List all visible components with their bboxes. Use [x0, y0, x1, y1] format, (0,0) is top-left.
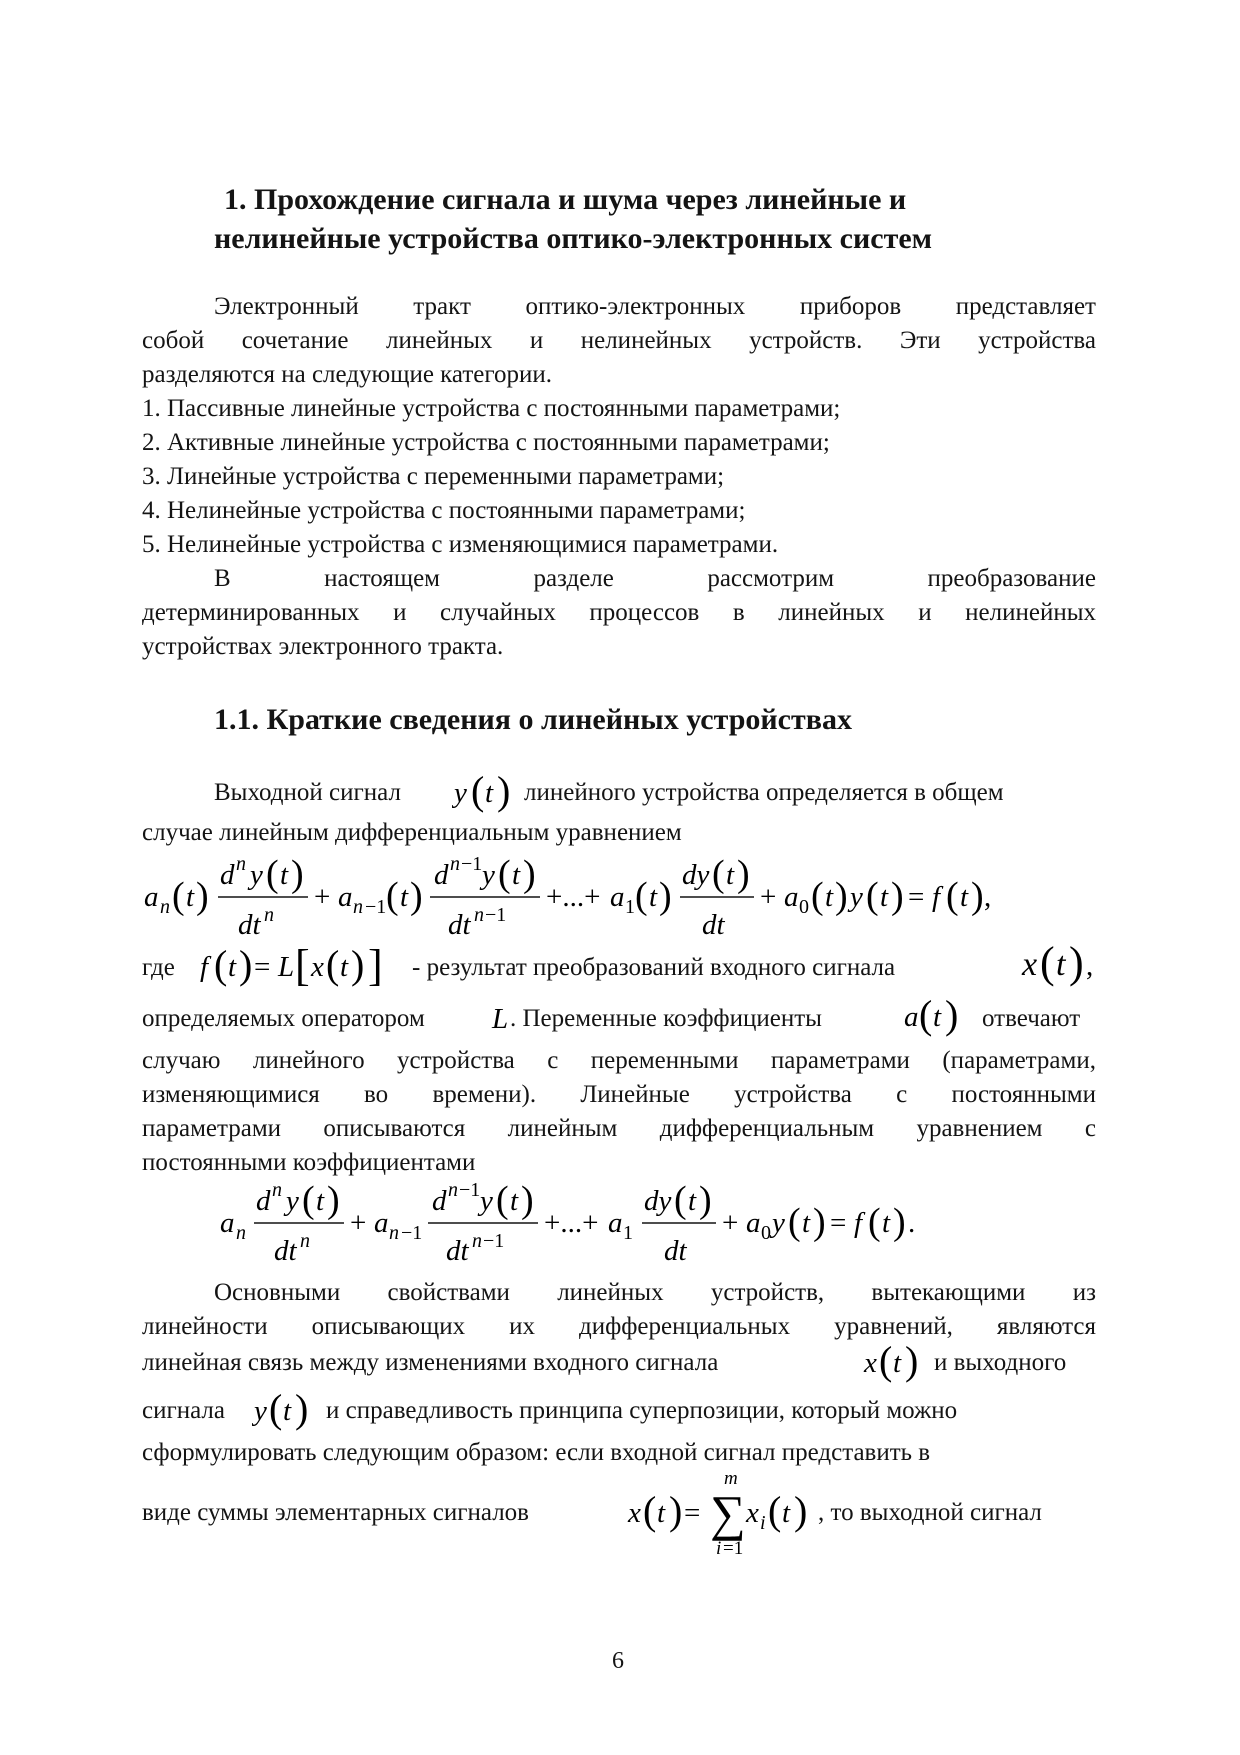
section-para-line1: В настоящем разделе рассмотрим преобразование: [214, 565, 1096, 592]
para3-line5: сформулировать следующим образом: если входной сигнал представить в: [142, 1439, 931, 1466]
page-number: 6: [612, 1648, 624, 1674]
svg-text:y: y: [286, 1185, 299, 1217]
svg-text:): ): [410, 875, 423, 917]
svg-text:t: t: [400, 881, 409, 913]
svg-text:0: 0: [799, 896, 809, 918]
para2-mid: - результат преобразований входного сигнала: [412, 954, 896, 981]
list-item: 1. Пассивные линейные устройства с постоянными параметрами;: [142, 395, 841, 422]
svg-text:): ): [291, 853, 304, 895]
svg-text:): ): [813, 1201, 826, 1243]
svg-text:): ): [497, 768, 511, 813]
svg-text:i: i: [716, 1538, 722, 1558]
intro-line2: собой сочетание линейных и нелинейных устройств. Эти устройства: [142, 327, 1096, 354]
svg-text:t: t: [882, 1207, 891, 1239]
svg-text:n: n: [448, 1179, 458, 1201]
svg-text:(: (: [788, 1201, 801, 1243]
section-para-line2: детерминированных и случайных процессов в линейных и нелинейных: [142, 599, 1096, 626]
formula-x-of-t: [1020, 936, 1100, 988]
svg-text:(: (: [768, 1488, 782, 1533]
svg-text:+: +: [350, 1207, 367, 1239]
svg-text:x: x: [746, 1497, 759, 1529]
svg-text:t: t: [960, 881, 969, 913]
svg-text:]: ]: [368, 941, 383, 990]
svg-text:t: t: [782, 1497, 791, 1529]
svg-text:m: m: [724, 1468, 738, 1489]
svg-text:dt: dt: [664, 1235, 687, 1267]
svg-text:x: x: [311, 951, 324, 983]
svg-text:dy: dy: [644, 1185, 672, 1217]
svg-text:dt: dt: [702, 909, 725, 941]
svg-text:(: (: [302, 1179, 315, 1221]
svg-text:t: t: [316, 1185, 325, 1217]
svg-text:+...+: +...+: [546, 881, 601, 913]
svg-text:i: i: [760, 1512, 766, 1534]
svg-text:t: t: [825, 881, 834, 913]
svg-text:(: (: [866, 875, 879, 917]
list-item: 4. Нелинейные устройства с постоянными параметрами;: [142, 497, 746, 524]
svg-text:dt: dt: [448, 909, 471, 941]
svg-text:): ): [239, 942, 253, 987]
svg-text:t: t: [510, 1185, 519, 1217]
section-para-line3: устройствах электронного тракта.: [142, 633, 504, 660]
svg-text:(: (: [266, 853, 279, 895]
svg-text:x: x: [864, 1347, 877, 1379]
para2-l2b: . Переменные коэффициенты: [510, 1005, 822, 1032]
svg-text:t: t: [657, 1497, 666, 1529]
svg-text:a: a: [608, 1207, 623, 1239]
para3-line4a: сигнала: [142, 1397, 225, 1424]
svg-text:d: d: [256, 1185, 271, 1217]
svg-text:dt: dt: [238, 909, 261, 941]
svg-text:−1: −1: [485, 904, 507, 926]
para2-l2c: отвечают: [982, 1005, 1081, 1032]
svg-text:(: (: [1040, 938, 1055, 987]
svg-text:−1: −1: [483, 1230, 505, 1252]
svg-text:t: t: [649, 881, 658, 913]
svg-text:a: a: [374, 1207, 389, 1239]
svg-text:(: (: [919, 992, 933, 1037]
svg-text:(: (: [214, 942, 228, 987]
svg-text:+: +: [722, 1207, 739, 1239]
svg-text:(: (: [811, 875, 824, 917]
svg-text:): ): [893, 1201, 906, 1243]
svg-text:L: L: [278, 951, 295, 983]
svg-text:=1: =1: [723, 1538, 744, 1558]
svg-text:dt: dt: [274, 1235, 297, 1267]
svg-text:a: a: [144, 881, 159, 913]
chapter-title-line2: нелинейные устройства оптико-электронных систем: [214, 222, 933, 255]
para3-line1: Основными свойствами линейных устройств, вытекающими из: [214, 1279, 1096, 1306]
svg-text:+: +: [760, 881, 777, 913]
svg-text:): ): [794, 1488, 808, 1533]
para3-line2: линейности описывающих их дифференциальных уравнений, являются: [142, 1313, 1096, 1340]
svg-text:t: t: [512, 859, 521, 891]
svg-text:t: t: [802, 1207, 811, 1239]
formula-f-equals-L-of-x: [196, 938, 406, 990]
equation-linear-ode-constant-coefficients: [214, 1176, 944, 1270]
svg-text:−1: −1: [401, 1222, 423, 1244]
svg-text:): ): [1069, 938, 1084, 987]
para1-line2: случае линейным дифференциальным уравнением: [142, 819, 682, 846]
svg-text:,: ,: [1086, 950, 1094, 982]
section-title: 1.1. Краткие сведения о линейных устройствах: [214, 703, 852, 736]
svg-text:[: [: [295, 941, 310, 990]
svg-text:y: y: [480, 1185, 493, 1217]
svg-text:=: =: [908, 881, 925, 913]
svg-text:): ): [737, 853, 750, 895]
svg-text:f: f: [200, 951, 209, 983]
svg-text:): ): [523, 853, 536, 895]
svg-text:dt: dt: [446, 1235, 469, 1267]
para1-text-b: линейного устройства определяется в общем: [524, 779, 1004, 806]
svg-text:(: (: [172, 875, 185, 917]
para2-line6: постоянными коэффициентами: [142, 1149, 476, 1176]
svg-text:): ): [669, 1488, 683, 1533]
svg-text:): ): [891, 875, 904, 917]
svg-text:t: t: [228, 951, 237, 983]
svg-text:n: n: [472, 1230, 482, 1252]
svg-text:1: 1: [625, 896, 635, 918]
svg-text:(: (: [386, 875, 399, 917]
svg-text:y: y: [250, 859, 263, 891]
svg-text:t: t: [893, 1347, 902, 1379]
svg-text:+: +: [314, 881, 331, 913]
svg-text:(: (: [635, 875, 648, 917]
svg-text:a: a: [746, 1207, 761, 1239]
svg-text:t: t: [688, 1185, 697, 1217]
svg-text:d: d: [432, 1185, 447, 1217]
svg-text:t: t: [1056, 946, 1066, 983]
inline-formula-y-of-t: [452, 768, 518, 814]
svg-text:y: y: [772, 1207, 785, 1239]
para2-line3: случаю линейного устройства с переменными параметрами (параметрами,: [142, 1047, 1096, 1074]
svg-text:(: (: [946, 875, 959, 917]
svg-text:): ): [295, 1386, 309, 1431]
para1-text-a: Выходной сигнал: [214, 779, 401, 806]
svg-text:1: 1: [623, 1222, 633, 1244]
svg-text:x: x: [628, 1497, 641, 1529]
para3-line6b: , то выходной сигнал: [818, 1499, 1042, 1526]
svg-text:): ): [196, 875, 209, 917]
svg-text:−1: −1: [461, 853, 483, 875]
svg-text:t: t: [283, 1395, 292, 1427]
list-item: 5. Нелинейные устройства с изменяющимися параметрами.: [142, 531, 779, 558]
svg-text:(: (: [643, 1488, 657, 1533]
svg-text:n: n: [264, 904, 274, 926]
intro-line1: Электронный тракт оптико-электронных приборов представляет: [214, 293, 1096, 320]
svg-text:): ): [699, 1179, 712, 1221]
svg-text:n: n: [236, 1222, 246, 1244]
para3-line3a: линейная связь между изменениями входного сигнала: [142, 1349, 719, 1376]
svg-text:n: n: [300, 1230, 310, 1252]
svg-text:y: y: [254, 1395, 267, 1427]
svg-text:): ): [971, 875, 984, 917]
svg-text:(: (: [712, 853, 725, 895]
svg-text:=: =: [684, 1497, 701, 1529]
svg-text:(: (: [326, 942, 340, 987]
para2-l2a: определяемых оператором: [142, 1005, 425, 1032]
svg-text:n: n: [160, 896, 170, 918]
para2-where: где: [142, 954, 175, 981]
svg-text:t: t: [933, 1001, 942, 1033]
svg-text:t: t: [726, 859, 735, 891]
svg-text:=: =: [254, 951, 271, 983]
svg-text:n: n: [353, 896, 363, 918]
formula-a-of-t: [902, 990, 968, 1038]
svg-text:n: n: [450, 853, 460, 875]
svg-text:y: y: [850, 881, 863, 913]
svg-text:): ): [659, 875, 672, 917]
para3-line4b: и справедливость принципа суперпозиции, который можно: [326, 1397, 958, 1424]
svg-text:d: d: [434, 859, 449, 891]
svg-text:n: n: [474, 904, 484, 926]
svg-text:a: a: [338, 881, 353, 913]
svg-text:t: t: [186, 881, 195, 913]
formula-y-of-t-inline: [252, 1384, 318, 1432]
svg-text:a: a: [904, 1001, 919, 1033]
svg-text:): ): [521, 1179, 534, 1221]
svg-text:−1: −1: [365, 896, 387, 918]
para2-line5: параметрами описываются линейным дифференциальным уравнением с: [142, 1115, 1096, 1142]
formula-x-of-t-inline: [862, 1336, 928, 1384]
svg-text:t: t: [485, 777, 494, 809]
svg-text:(: (: [496, 1179, 509, 1221]
svg-text:x: x: [1022, 946, 1038, 983]
svg-text:y: y: [482, 859, 495, 891]
list-item: 2. Активные линейные устройства с постоянными параметрами;: [142, 429, 830, 456]
svg-text:): ): [905, 1338, 919, 1383]
svg-text:d: d: [220, 859, 235, 891]
svg-text:=: =: [830, 1207, 847, 1239]
svg-text:∑: ∑: [710, 1485, 746, 1541]
svg-text:n: n: [272, 1179, 282, 1201]
svg-text:(: (: [269, 1386, 283, 1431]
para3-line3b: и выходного: [934, 1349, 1067, 1376]
svg-text:(: (: [471, 768, 485, 813]
svg-text:): ): [351, 942, 365, 987]
svg-text:0: 0: [761, 1222, 771, 1244]
svg-text:dy: dy: [682, 859, 710, 891]
svg-text:n: n: [389, 1222, 399, 1244]
svg-text:,: ,: [984, 881, 992, 913]
svg-text:a: a: [220, 1207, 235, 1239]
svg-text:n: n: [236, 853, 246, 875]
svg-text:): ): [327, 1179, 340, 1221]
intro-line3: разделяются на следующие категории.: [142, 361, 553, 388]
list-item: 3. Линейные устройства с переменными параметрами;: [142, 463, 725, 490]
svg-text:+...+: +...+: [544, 1207, 599, 1239]
svg-text:f: f: [854, 1207, 863, 1239]
svg-text:(: (: [498, 853, 511, 895]
svg-text:a: a: [784, 881, 799, 913]
svg-text:−1: −1: [459, 1179, 481, 1201]
svg-text:t: t: [340, 951, 349, 983]
svg-text:f: f: [932, 881, 941, 913]
svg-text:(: (: [879, 1338, 893, 1383]
svg-text:t: t: [280, 859, 289, 891]
para2-line4: изменяющимися во времени). Линейные устройства с постоянными: [142, 1081, 1096, 1108]
svg-text:(: (: [868, 1201, 881, 1243]
svg-text:): ): [945, 992, 959, 1037]
svg-text:a: a: [610, 881, 625, 913]
svg-text:t: t: [880, 881, 889, 913]
para3-line6a: виде суммы элементарных сигналов: [142, 1499, 529, 1526]
svg-text:y: y: [454, 777, 467, 809]
svg-text:): ): [835, 875, 848, 917]
chapter-title-line1: 1. Прохождение сигнала и шума через линейные и: [224, 183, 907, 216]
formula-sum-of-elementary-signals: [626, 1462, 822, 1558]
equation-linear-ode-variable-coefficients: [138, 850, 1018, 944]
svg-text:(: (: [674, 1179, 687, 1221]
svg-text:.: .: [908, 1207, 916, 1239]
svg-text:L: L: [492, 1003, 509, 1035]
